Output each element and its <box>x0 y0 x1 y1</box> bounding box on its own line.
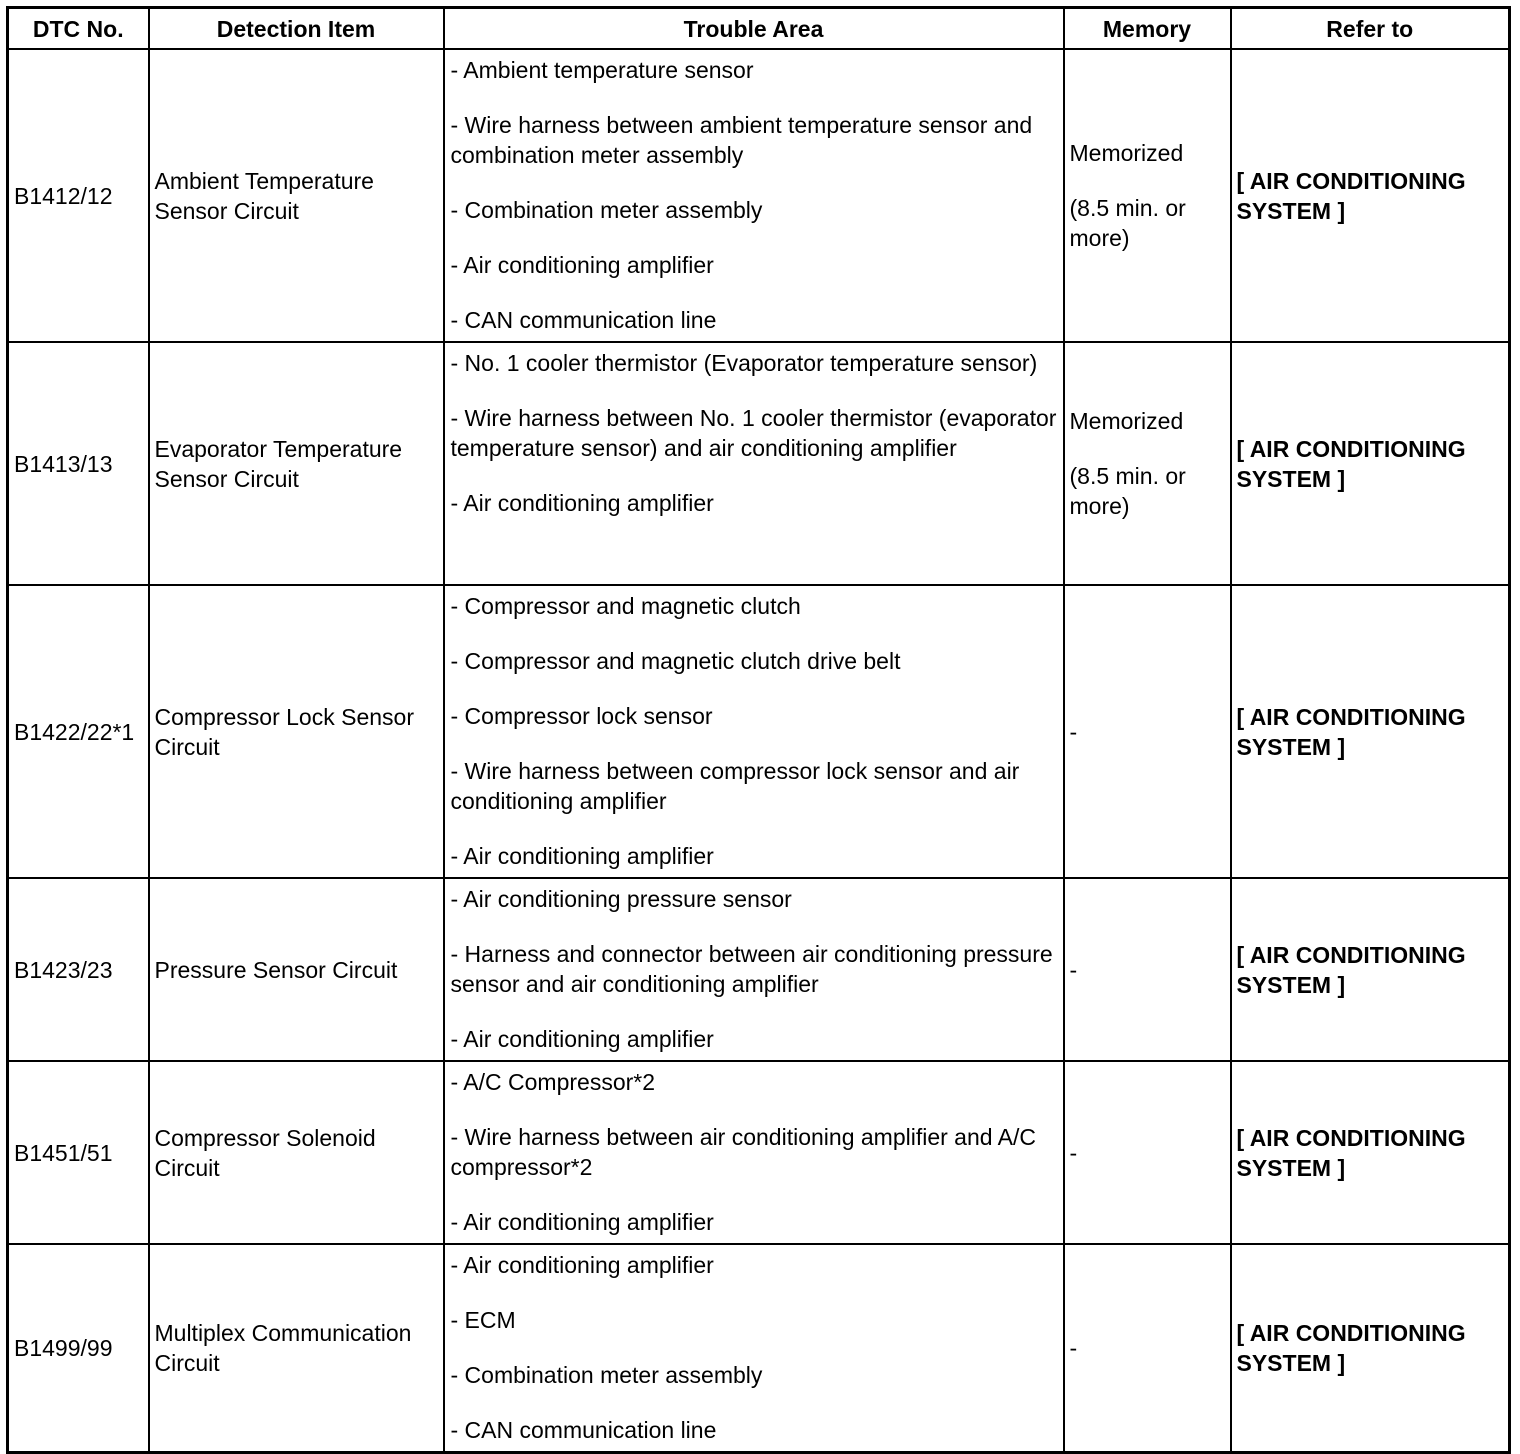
trouble-area-line: - Air conditioning amplifier <box>450 252 714 278</box>
trouble-area <box>444 878 1064 1061</box>
table-row <box>8 49 1510 342</box>
trouble-area-line: - Compressor lock sensor <box>450 703 713 729</box>
header-memory: Memory <box>1064 8 1231 50</box>
table-row <box>8 342 1510 585</box>
dtc-code: B1499/99 <box>8 1244 149 1453</box>
memory-duration: (8.5 min. or more) <box>1069 463 1186 519</box>
memory-cell <box>1064 1244 1231 1453</box>
detection-item: Ambient Temperature Sensor Circuit <box>149 49 444 342</box>
header-trouble-area: Trouble Area <box>444 8 1064 50</box>
memory-status: - <box>1069 1139 1078 1166</box>
dtc-code: B1422/22*1 <box>8 585 149 878</box>
memory-cell <box>1064 1061 1231 1244</box>
trouble-area <box>444 1061 1064 1244</box>
refer-to-link[interactable]: [ AIR CONDITIONING SYSTEM ] <box>1231 49 1510 342</box>
header-row <box>8 8 1510 50</box>
header-refer-to: Refer to <box>1231 8 1510 50</box>
memory-status: - <box>1069 956 1078 983</box>
refer-to-link[interactable]: [ AIR CONDITIONING SYSTEM ] <box>1231 342 1510 585</box>
table-row <box>8 1061 1510 1244</box>
trouble-area-line: - ECM <box>450 1307 516 1333</box>
refer-to-link[interactable]: [ AIR CONDITIONING SYSTEM ] <box>1231 1244 1510 1453</box>
trouble-area-line: - Air conditioning amplifier <box>450 490 714 516</box>
memory-status: Memorized <box>1069 140 1184 166</box>
trouble-area-line: - Wire harness between ambient temperature sensor and combination meter assembly <box>450 112 1033 168</box>
trouble-area <box>444 585 1064 878</box>
memory-cell <box>1064 49 1231 342</box>
trouble-area-line: - Ambient temperature sensor <box>450 57 754 83</box>
trouble-area-line: - Air conditioning amplifier <box>450 1209 714 1235</box>
trouble-area-line: - Harness and connector between air conditioning pressure sensor and air conditioning amplifier <box>450 941 1053 997</box>
trouble-area-line: - Air conditioning amplifier <box>450 1252 714 1278</box>
trouble-area-line: - Combination meter assembly <box>450 1362 763 1388</box>
trouble-area-line: - Wire harness between No. 1 cooler thermistor (evaporator temperature sensor) and air conditioning amplifier <box>450 405 1057 461</box>
trouble-area <box>444 1244 1064 1453</box>
dtc-code: B1451/51 <box>8 1061 149 1244</box>
memory-cell <box>1064 342 1231 585</box>
dtc-code: B1413/13 <box>8 342 149 585</box>
detection-item: Pressure Sensor Circuit <box>149 878 444 1061</box>
trouble-area-line: - Compressor and magnetic clutch <box>450 593 801 619</box>
trouble-area-line: - CAN communication line <box>450 1417 717 1443</box>
refer-to-link[interactable]: [ AIR CONDITIONING SYSTEM ] <box>1231 878 1510 1061</box>
trouble-area-line: - Air conditioning amplifier <box>450 843 714 869</box>
header-dtc-no: DTC No. <box>8 8 149 50</box>
trouble-area-line: - No. 1 cooler thermistor (Evaporator temperature sensor) <box>450 350 1038 376</box>
header-detection-item: Detection Item <box>149 8 444 50</box>
trouble-area-line: - Air conditioning amplifier <box>450 1026 714 1052</box>
trouble-area-line: - Combination meter assembly <box>450 197 763 223</box>
dtc-code: B1423/23 <box>8 878 149 1061</box>
memory-status: Memorized <box>1069 408 1184 434</box>
dtc-table <box>6 6 1511 1454</box>
trouble-area-line: - CAN communication line <box>450 307 717 333</box>
trouble-area-line: - A/C Compressor*2 <box>450 1069 656 1095</box>
detection-item: Evaporator Temperature Sensor Circuit <box>149 342 444 585</box>
memory-status: - <box>1069 718 1078 745</box>
detection-item: Compressor Lock Sensor Circuit <box>149 585 444 878</box>
trouble-area-line: - Air conditioning pressure sensor <box>450 886 792 912</box>
trouble-area <box>444 49 1064 342</box>
refer-to-link[interactable]: [ AIR CONDITIONING SYSTEM ] <box>1231 1061 1510 1244</box>
refer-to-link[interactable]: [ AIR CONDITIONING SYSTEM ] <box>1231 585 1510 878</box>
table-row <box>8 878 1510 1061</box>
memory-status: - <box>1069 1335 1078 1361</box>
table-row <box>8 1244 1510 1453</box>
memory-duration: (8.5 min. or more) <box>1069 195 1186 251</box>
trouble-area-line: - Compressor and magnetic clutch drive belt <box>450 648 901 674</box>
trouble-area <box>444 342 1064 585</box>
table-row <box>8 585 1510 878</box>
memory-cell <box>1064 878 1231 1061</box>
dtc-code: B1412/12 <box>8 49 149 342</box>
detection-item: Multiplex Communication Circuit <box>149 1244 444 1453</box>
memory-cell <box>1064 585 1231 878</box>
trouble-area-line: - Wire harness between compressor lock sensor and air conditioning amplifier <box>450 758 1020 814</box>
trouble-area-line: - Wire harness between air conditioning amplifier and A/C compressor*2 <box>450 1124 1037 1180</box>
detection-item: Compressor Solenoid Circuit <box>149 1061 444 1244</box>
